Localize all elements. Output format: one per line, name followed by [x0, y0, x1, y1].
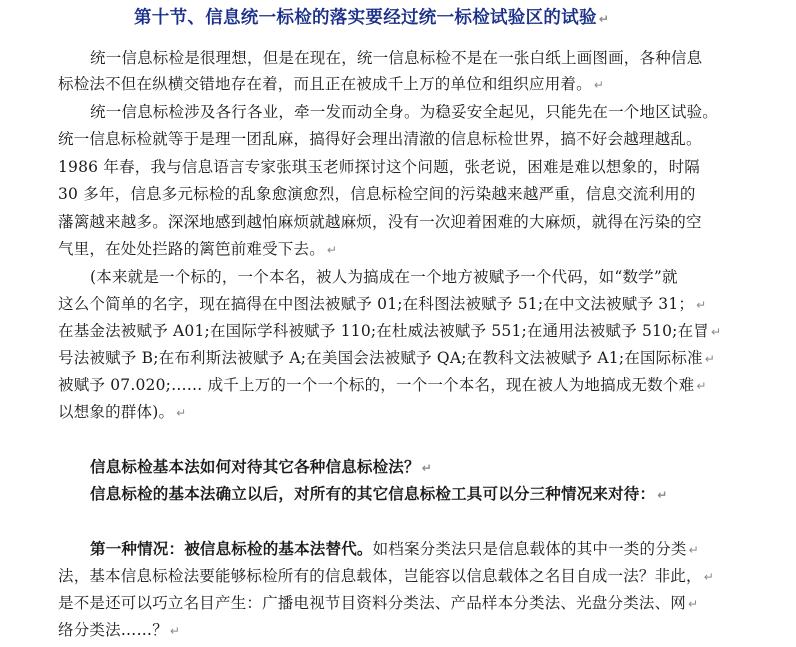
section-title: 第十节、信息统一标检的落实要经过统一标检试验区的试验 ↵ [134, 8, 610, 28]
paragraph-mark-icon: ↵ [421, 461, 432, 475]
paragraph-4-line-4: 络分类法……？ ↵ [58, 621, 181, 639]
question-heading-2: 信息标检的基本法确立以后，对所有的其它信息标检工具可以分三种情况来对待： ↵ [90, 485, 668, 503]
paragraph-mark-icon: ↵ [696, 379, 707, 393]
question-heading-1: 信息标检基本法如何对待其它各种信息标检法？ ↵ [90, 458, 432, 476]
paragraph-2-line-3: 1986 年春，我与信息语言专家张琪玉老师探讨这个问题，张老说，困难是难以想象的，时隔 [58, 158, 700, 176]
paragraph-2-line-5: 藩篱越来越多。深深地感到越怕麻烦就越麻烦，没有一次迎着困难的大麻烦，就得在污染的空 [58, 213, 702, 231]
paragraph-mark-icon: ↵ [657, 488, 668, 502]
paragraph-mark-icon: ↵ [703, 570, 714, 584]
paragraph-1-line-2: 标检法不但在纵横交错地存在着，而且正在被成千上万的单位和组织应用着。 ↵ [58, 75, 605, 93]
paragraph-2-line-2: 统一信息标检就等于是理一团乱麻，搞得好会理出清澈的信息标检世界，搞不好会越理越乱。 [58, 130, 702, 148]
paragraph-2-line-4: 30 多年，信息多元标检的乱象愈演愈烈，信息标检空间的污染越来越严重，信息交流利用的 [58, 185, 696, 203]
paragraph-mark-icon: ↵ [688, 543, 699, 557]
paragraph-mark-icon: ↵ [704, 352, 716, 366]
paragraph-mark-icon: ↵ [598, 12, 610, 26]
paragraph-mark-icon: ↵ [696, 298, 707, 312]
paragraph-2-line-6: 气里，在处处拦路的篱笆前难受下去。 ↵ [58, 240, 338, 258]
paragraph-3-line-4: 号法被赋予 B;在布利斯法被赋予 A;在美国会法被赋予 QA;在教科文法被赋予 A1;在国际标准 ↵ [58, 349, 716, 367]
paragraph-mark-icon: ↵ [169, 624, 181, 638]
case-one-lead: 第一种情况：被信息标检的基本法替代。 [90, 540, 373, 558]
paragraph-4-line-2: 法，基本信息标检法要能够标检所有的信息载体，岂能容以信息载体之名目自成一法？非此， ↵ [58, 567, 714, 585]
paragraph-mark-icon: ↵ [326, 243, 338, 257]
paragraph-mark-icon: ↵ [688, 597, 699, 611]
paragraph-3-line-3: 在基金法被赋予 A01;在国际学科被赋予 110;在杜威法被赋予 551;在通用法被赋予 510;在冒 ↵ [58, 322, 722, 340]
paragraph-mark-icon: ↵ [593, 78, 605, 92]
paragraph-3-line-1: (本来就是一个标的，一个本名，被人为搞成在一个地方被赋予一个代码，如“数学”就 [90, 268, 678, 286]
paragraph-mark-icon: ↵ [710, 325, 722, 339]
paragraph-4-line-1: 第一种情况：被信息标检的基本法替代。如档案分类法只是信息载体的其中一类的分类 ↵ [90, 540, 699, 558]
paragraph-1-line-1: 统一信息标检是很理想，但是在现在，统一信息标检不是在一张白纸上画图画，各种信息 [90, 49, 703, 67]
paragraph-3-line-2: 这么个简单的名字，现在搞得在中图法被赋予 01;在科图法被赋予 51;在中文法被赋予 31； ↵ [58, 295, 707, 313]
paragraph-4-line-3: 是不是还可以巧立名目产生：广播电视节目资料分类法、产品样本分类法、光盘分类法、网 ↵ [58, 594, 699, 612]
paragraph-3-line-6: 以想象的群体)。 ↵ [58, 403, 187, 421]
paragraph-2-line-1: 统一信息标检涉及各行各业，牵一发而动全身。为稳妥安全起见，只能先在一个地区试验。 [90, 103, 719, 121]
paragraph-mark-icon: ↵ [176, 406, 187, 420]
paragraph-3-line-5: 被赋予 07.020;…… 成千上万的一个一个标的，一个一个本名，现在被人为地搞成无数个难 ↵ [58, 376, 707, 394]
